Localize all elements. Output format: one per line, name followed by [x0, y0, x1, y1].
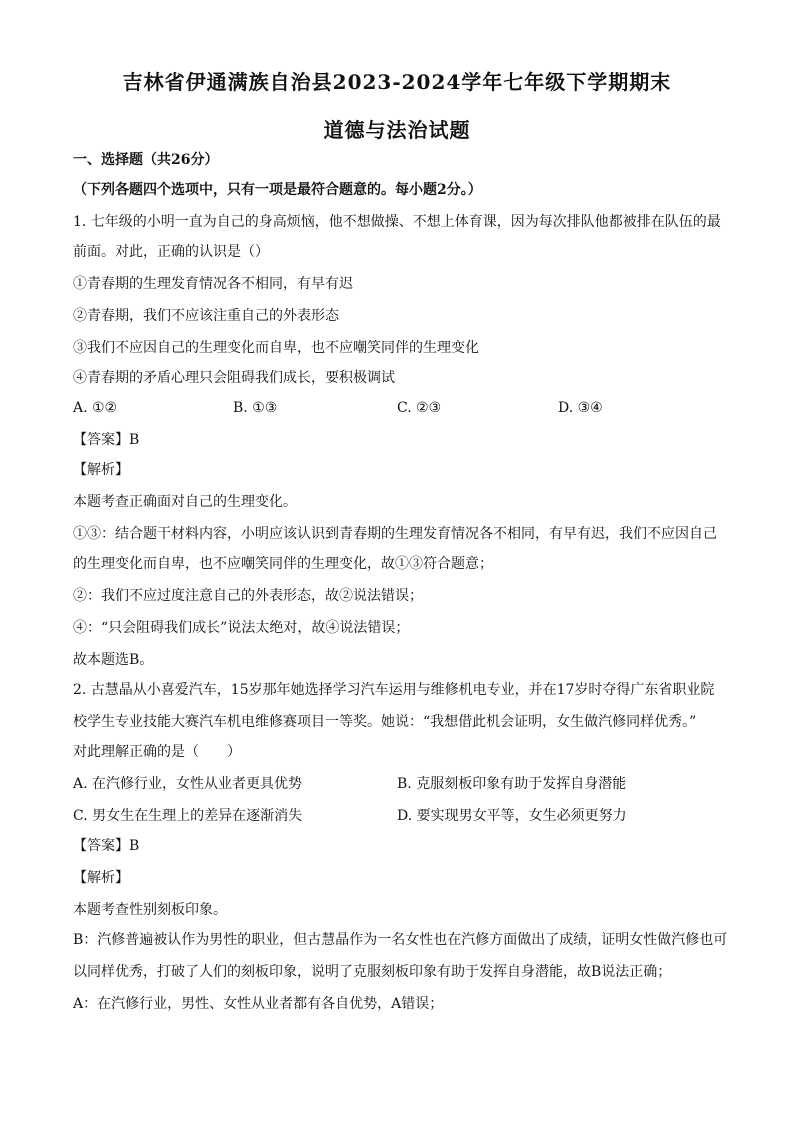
q2-analysis-b-line2: 以同样优秀，打破了人们的刻板印象，说明了克服刻板印象有助于发挥自身潜能，故B说法正确； [73, 964, 672, 980]
q2-option-a: A. 在汽修行业，女性从业者更具优势 [73, 776, 303, 792]
q2-analysis-label: 【解析】 [73, 870, 129, 886]
q2-answer: 【答案】B [73, 838, 140, 854]
q2-option-b: B. 克服刻板印象有助于发挥自身潜能 [397, 776, 627, 792]
q1-option-b: B. ①③ [233, 400, 278, 416]
q2-analysis-b-line1: B：汽修普遍被认作为男性的职业，但古慧晶作为一名女性也在汽修方面做出了成绩，证明女性做汽修也可 [73, 932, 728, 948]
section-heading: 一、选择题（共26分） [73, 152, 219, 168]
q2-stem-line2: 校学生专业技能大赛汽车机电维修赛项目一等奖。她说：“我想借此机会证明，女生做汽修同样优秀。” [73, 714, 697, 730]
q1-stem-line1: 1. 七年级的小明一直为自己的身高烦恼，他不想做操、不想上体育课，因为每次排队他都被排在队伍的最 [73, 214, 721, 230]
q1-item-4: ④青春期的矛盾心理只会阻碍我们成长，要积极调试 [73, 370, 395, 386]
q1-item-3: ③我们不应因自己的生理变化而自卑，也不应嘲笑同伴的生理变化 [73, 340, 479, 356]
q1-option-d: D. ③④ [558, 400, 603, 416]
q1-analysis-4: ④：“只会阻碍我们成长”说法太绝对，故④说法错误； [73, 620, 410, 636]
q1-analysis-2: ②：我们不应过度注意自己的外表形态，故②说法错误； [73, 588, 423, 604]
q1-analysis-13-line2: 的生理变化而自卑，也不应嘲笑同伴的生理变化，故①③符合题意； [73, 556, 493, 572]
q1-option-a: A. ①② [73, 400, 118, 416]
doc-title-line2: 道德与法治试题 [323, 118, 471, 142]
q2-option-c: C. 男女生在生理上的差异在逐渐消失 [73, 808, 303, 824]
doc-title-line1: 吉林省伊通满族自治县2023-2024学年七年级下学期期末 [122, 70, 672, 94]
q2-stem-line3: 对此理解正确的是（ ） [73, 744, 241, 760]
q1-analysis-label: 【解析】 [73, 462, 129, 478]
q2-stem-line1: 2. 古慧晶从小喜爱汽车，15岁那年她选择学习汽车运用与维修机电专业，并在17岁时夺得广东省职业院 [73, 682, 715, 698]
q1-option-c: C. ②③ [397, 400, 442, 416]
q1-item-2: ②青春期，我们不应该注重自己的外表形态 [73, 308, 339, 324]
section-instruction: （下列各题四个选项中，只有一项是最符合题意的。每小题2分。） [73, 182, 482, 198]
q1-answer: 【答案】B [73, 432, 140, 448]
q1-stem-line2: 前面。对此，正确的认识是（） [73, 244, 269, 260]
q2-analysis-a: A：在汽修行业，男性、女性从业者都有各自优势，A错误； [73, 996, 444, 1012]
q2-option-d: D. 要实现男女平等，女生必须更努力 [397, 808, 627, 824]
q1-analysis-intro: 本题考查正确面对自己的生理变化。 [73, 494, 297, 510]
q1-analysis-13-line1: ①③：结合题干材料内容，小明应该认识到青春期的生理发育情况各不相同，有早有迟，我们不应因自己 [73, 526, 717, 542]
q1-conclusion: 故本题选B。 [73, 652, 154, 668]
q1-item-1: ①青春期的生理发育情况各不相同，有早有迟 [73, 276, 353, 292]
q2-analysis-intro: 本题考查性别刻板印象。 [73, 902, 227, 918]
